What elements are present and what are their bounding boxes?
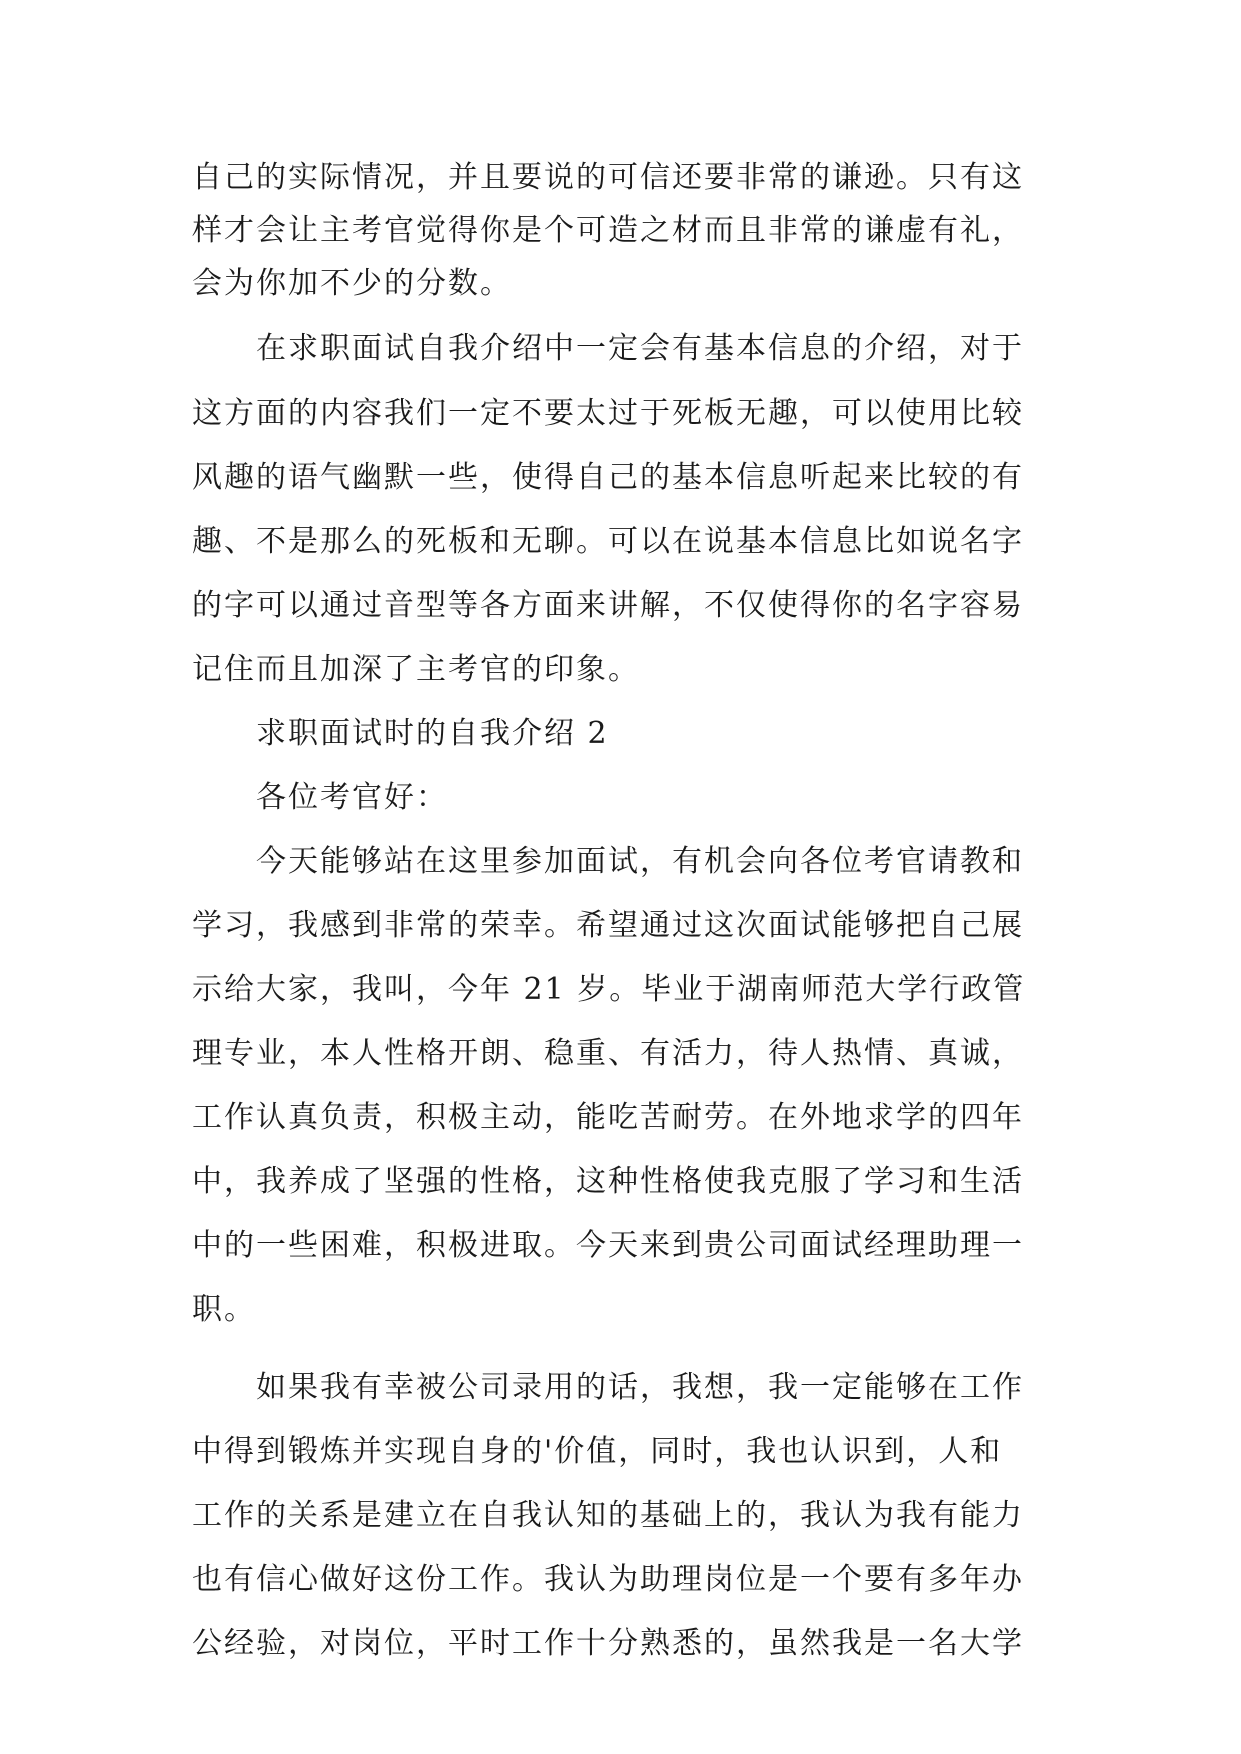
text-line: 中，我养成了坚强的性格，这种性格使我克服了学习和生活 (192, 1164, 1024, 1199)
text-line: 记住而且加深了主考官的印象。 (192, 652, 640, 687)
text-line: 示给大家，我叫，今年 21 岁。毕业于湖南师范大学行政管 (192, 972, 1026, 1007)
text-line: 中的一些困难，积极进取。今天来到贵公司面试经理助理一 (192, 1228, 1024, 1263)
text-line: 样才会让主考官觉得你是个可造之材而且非常的谦虚有礼， (192, 213, 1024, 248)
salutation: 各位考官好： (256, 780, 448, 815)
text-line: 如果我有幸被公司录用的话，我想，我一定能够在工作 (256, 1370, 1024, 1405)
text-line: 这方面的内容我们一定不要太过于死板无趣，可以使用比较 (192, 396, 1024, 431)
text-line: 中得到锻炼并实现自身的'价值，同时，我也认识到，人和 (192, 1434, 1003, 1469)
text-line: 工作认真负责，积极主动，能吃苦耐劳。在外地求学的四年 (192, 1100, 1024, 1135)
text-line: 风趣的语气幽默一些，使得自己的基本信息听起来比较的有 (192, 460, 1024, 495)
text-line: 理专业，本人性格开朗、稳重、有活力，待人热情、真诚， (192, 1036, 1024, 1071)
text-line: 学习，我感到非常的荣幸。希望通过这次面试能够把自己展 (192, 908, 1024, 943)
text-line: 工作的关系是建立在自我认知的基础上的，我认为我有能力 (192, 1498, 1024, 1533)
section-heading: 求职面试时的自我介绍 2 (256, 716, 609, 751)
text-line: 趣、不是那么的死板和无聊。可以在说基本信息比如说名字 (192, 524, 1024, 559)
text-line: 也有信心做好这份工作。我认为助理岗位是一个要有多年办 (192, 1562, 1024, 1597)
text-line: 的字可以通过音型等各方面来讲解，不仅使得你的名字容易 (192, 588, 1024, 623)
text-line: 自己的实际情况，并且要说的可信还要非常的谦逊。只有这 (192, 160, 1024, 195)
text-line: 职。 (192, 1292, 256, 1327)
text-line: 今天能够站在这里参加面试，有机会向各位考官请教和 (256, 844, 1024, 879)
text-line: 会为你加不少的分数。 (192, 266, 512, 301)
text-line: 公经验，对岗位，平时工作十分熟悉的，虽然我是一名大学 (192, 1626, 1024, 1661)
text-line: 在求职面试自我介绍中一定会有基本信息的介绍，对于 (256, 331, 1024, 366)
